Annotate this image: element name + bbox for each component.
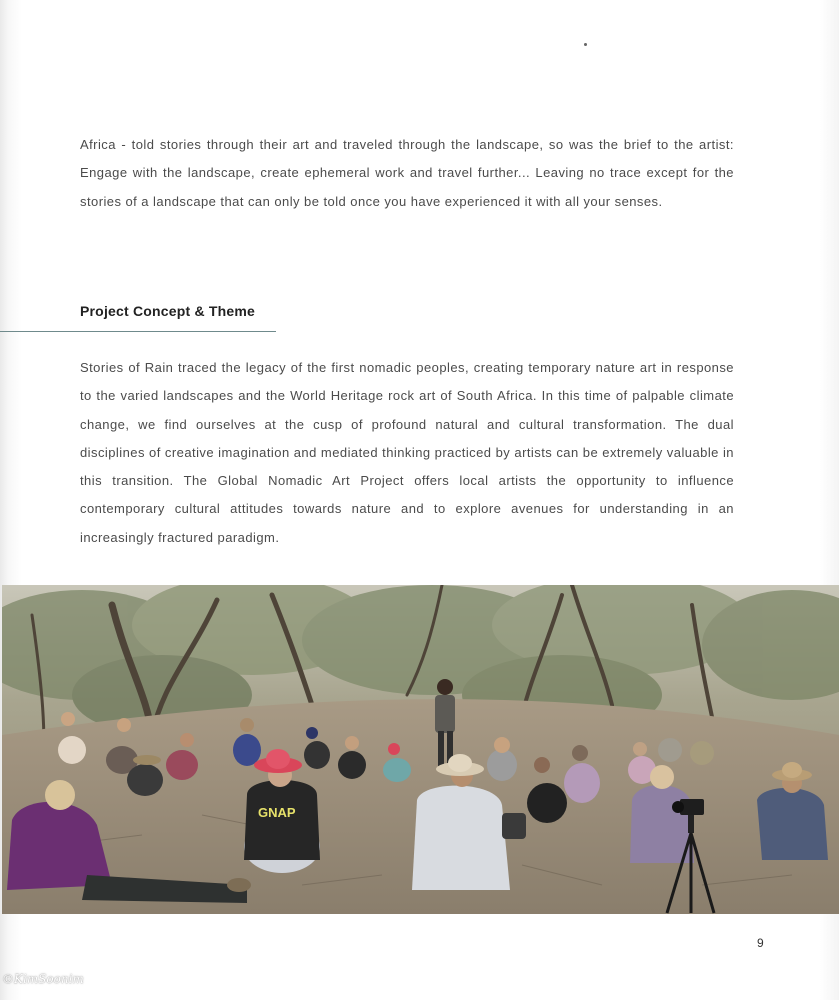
- page-number: 9: [757, 936, 764, 950]
- copyright-watermark: ©KimSoonim: [2, 972, 84, 986]
- section-heading: Project Concept & Theme: [80, 303, 255, 319]
- concept-paragraph: Stories of Rain traced the legacy of the first nomadic peoples, creating temporary nature art in response to the varied landscapes and the World Heritage rock art of South Africa. In this time of palpable climate change, we find ourselves at the cusp of profound natural and cultural transformation. The dual disciplines of creative imagination and mediated thinking practiced by artists can be extremely valuable in this transition. The Global Nomadic Art Project offers local artists the opportunity to influence contemporary cultural attitudes towards nature and to explore avenues for understanding in an increasingly fractured paradigm.: [80, 360, 734, 545]
- paper-speck: [584, 43, 587, 46]
- workshop-photo: [2, 585, 839, 914]
- heading-underline: [0, 331, 276, 332]
- intro-paragraph: Africa - told stories through their art and traveled through the landscape, so was the brief to the artist: Engage with the landscape, create ephemeral work and travel further... Leaving no trace except for the stories of a landscape that can only be told once you have experienced it with all your senses.: [80, 137, 734, 209]
- gnap-shirt-label: GNAP: [258, 805, 296, 820]
